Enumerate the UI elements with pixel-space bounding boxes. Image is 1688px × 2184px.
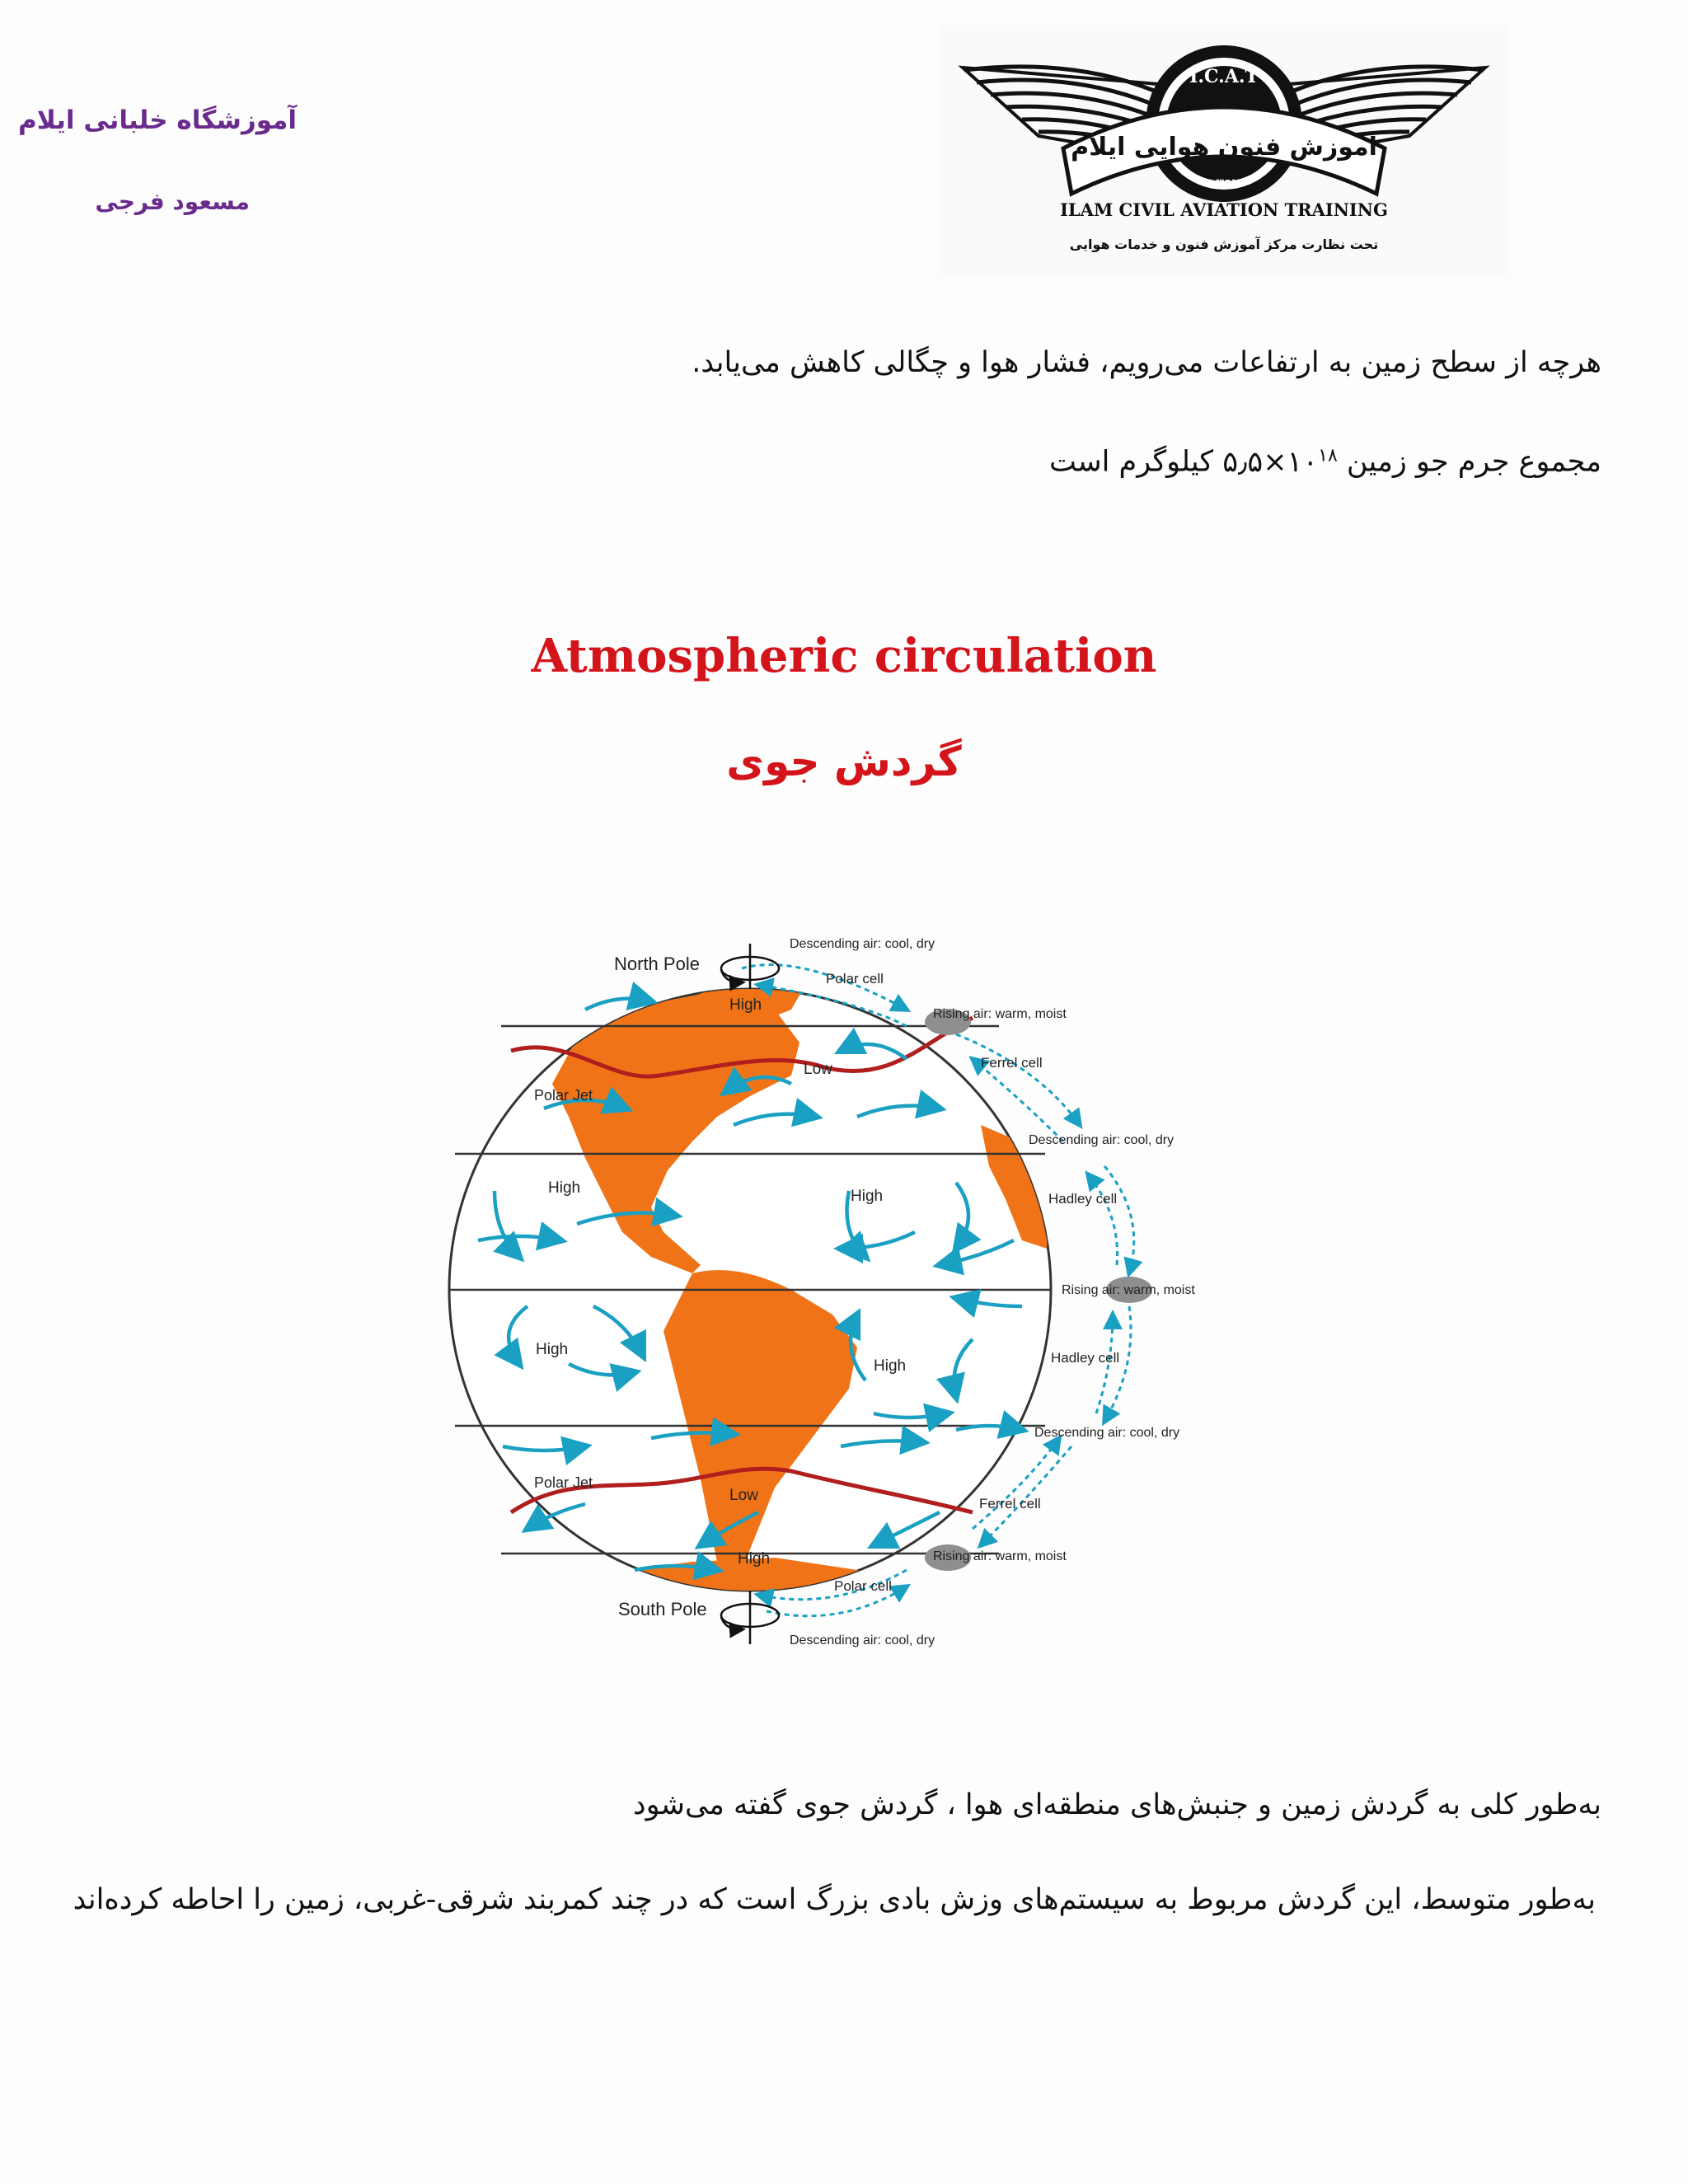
south-pole-label: South Pole <box>618 1599 707 1619</box>
pressure-high-north-atlantic: High <box>851 1188 884 1205</box>
pressure-high-south-atlantic: High <box>874 1357 907 1375</box>
section-title-persian: گردش جوی <box>726 738 962 785</box>
label-ferrel-cell-north: Ferrel cell <box>981 1055 1043 1071</box>
label-polar-cell-south: Polar cell <box>834 1578 892 1594</box>
intro-line-2-before: مجموع جرم جو زمین <box>1337 445 1601 479</box>
label-rising-60s: Rising air: warm, moist <box>933 1549 1067 1563</box>
pressure-high-arctic: High <box>729 996 762 1014</box>
mass-exponent: ۱۸ <box>1318 445 1338 466</box>
section-title-english: Atmospheric circulation <box>531 629 1157 683</box>
body-line-2: به‌طور متوسط، این گردش مربوط به سیستم‌های وزش بادی بزرگ است که در چند کمربند شرقی-غربی، زمین را احاطه کرده‌اند <box>73 1883 1596 1916</box>
pressure-high-south-pacific: High <box>536 1341 569 1358</box>
logo-badge-text: I.C.A.T <box>1189 66 1259 87</box>
pressure-low-south: Low <box>729 1487 758 1504</box>
wings-logo-icon <box>940 25 1508 276</box>
pressure-low-north: Low <box>804 1061 832 1078</box>
north-pole-label: North Pole <box>614 954 700 974</box>
logo-arc-text: آموزش فنون هوایی ایلام <box>1071 133 1377 162</box>
intro-line-1: هرچه از سطح زمین به ارتفاعات می‌رویم، فشار هوا و چگالی کاهش می‌یابد. <box>692 346 1601 379</box>
label-descending-north-pole: Descending air: cool, dry <box>790 937 935 951</box>
author-name: مسعود فرجی <box>95 188 250 215</box>
label-ferrel-cell-south: Ferrel cell <box>979 1496 1041 1511</box>
polar-jet-north-label: Polar Jet <box>534 1087 593 1104</box>
label-hadley-cell-south: Hadley cell <box>1051 1350 1120 1366</box>
logo-year: ۱۳۹۲ <box>1207 176 1240 191</box>
pressure-high-antarctic: High <box>738 1550 771 1568</box>
intro-line-2 <box>1049 445 1601 479</box>
logo-supervision: تحت نظارت مرکز آموزش فنون و خدمات هوایی <box>1069 237 1379 252</box>
atmospheric-circulation-diagram <box>445 919 1236 1661</box>
logo-english-name: ILAM CIVIL AVIATION TRAINING <box>1060 199 1388 220</box>
pressure-high-north-pacific: High <box>548 1179 581 1197</box>
intro-line-2-after: کیلوگرم است <box>1048 445 1223 479</box>
mass-base: ۵٫۵×۱۰ <box>1222 445 1319 479</box>
body-line-1: به‌طور کلی به گردش زمین و جنبش‌های منطقه‌ای هوا ، گردش جوی گفته می‌شود <box>632 1788 1601 1821</box>
school-name: آموزشگاه خلبانی ایلام <box>18 105 297 135</box>
logo <box>940 25 1508 276</box>
label-rising-60n: Rising air: warm, moist <box>933 1007 1067 1021</box>
polar-jet-south-label: Polar Jet <box>534 1474 593 1491</box>
label-descending-30n: Descending air: cool, dry <box>1029 1133 1175 1147</box>
label-descending-south-pole: Descending air: cool, dry <box>790 1633 935 1647</box>
intro-mass-value <box>1222 446 1338 479</box>
label-hadley-cell-north: Hadley cell <box>1048 1191 1118 1207</box>
circulation-diagram-svg <box>445 919 1236 1661</box>
label-descending-30s: Descending air: cool, dry <box>1034 1426 1180 1440</box>
label-rising-equator: Rising air: warm, moist <box>1062 1283 1195 1297</box>
label-polar-cell-north: Polar cell <box>826 971 884 987</box>
